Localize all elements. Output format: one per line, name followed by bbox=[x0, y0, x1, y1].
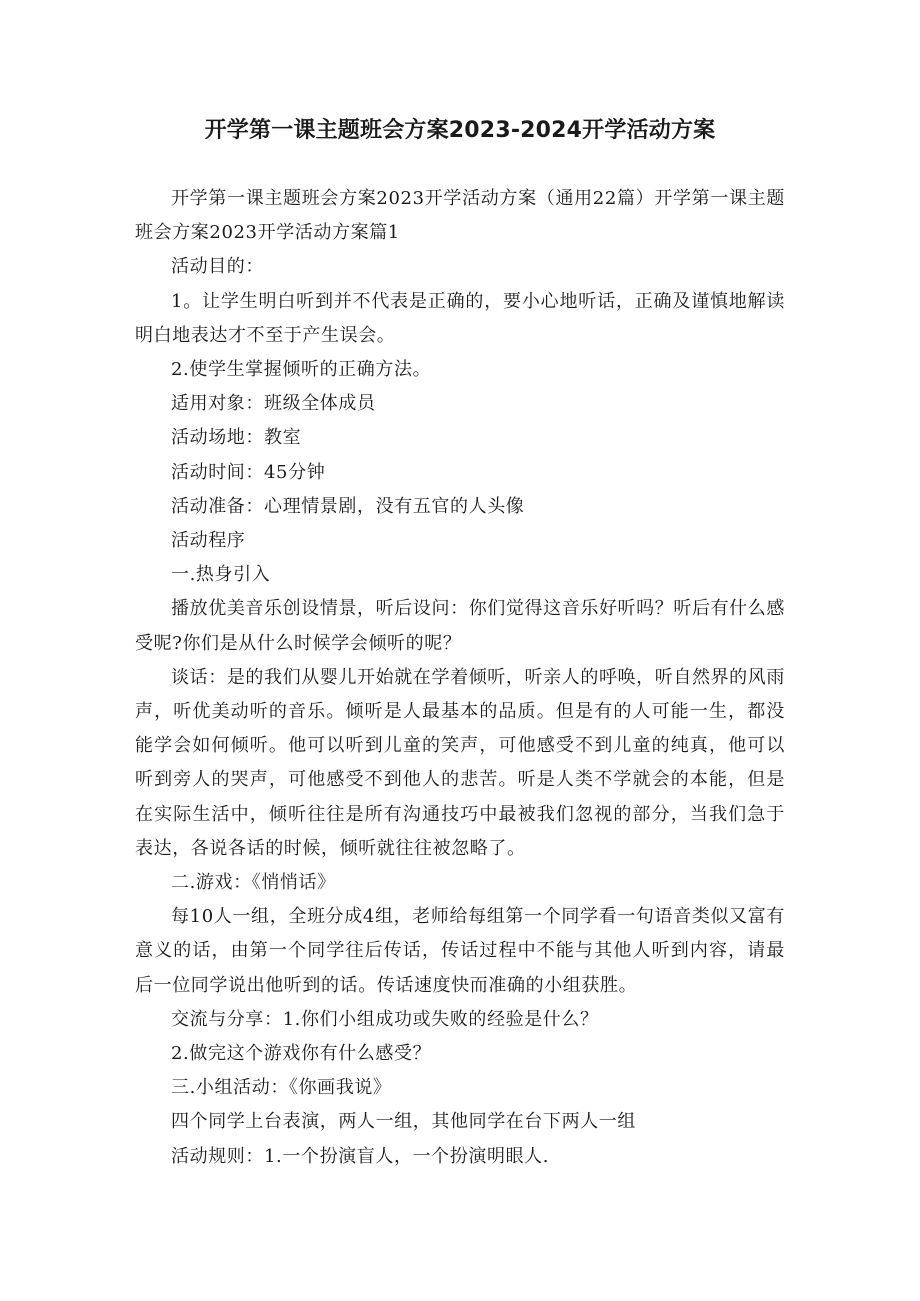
paragraph: 二.游戏：《悄悄话》 bbox=[171, 872, 336, 894]
paragraph: 每10人一组，全班分成4组，老师给每组第一个同学看一句语音类似又富有意义的话，由第一个同学往后传话，传话过程中不能与其他人听到内容，请最后一位同学说出他听到的话。传话速度快而准确的小组获胜。 bbox=[135, 906, 785, 996]
document-title: 开学第一课主题班会方案2023-2024开学活动方案 bbox=[204, 118, 716, 143]
paragraph: 活动场地：教室 bbox=[171, 427, 302, 449]
paragraph: 活动准备：心理情景剧，没有五官的人头像 bbox=[171, 495, 525, 517]
paragraph: 播放优美音乐创设情景，听后设问：你们觉得这音乐好听吗？听后有什么感受呢?你们是从什么时候学会倾听的呢？ bbox=[135, 598, 785, 654]
paragraph: 2.做完这个游戏你有什么感受？ bbox=[171, 1043, 432, 1065]
paragraph: 一.热身引入 bbox=[171, 564, 271, 586]
paragraph: 四个同学上台表演，两人一组，其他同学在台下两人一组 bbox=[171, 1111, 636, 1133]
paragraph: 交流与分享：1.你们小组成功或失败的经验是什么？ bbox=[171, 1008, 599, 1030]
paragraph: 活动时间：45分钟 bbox=[171, 461, 326, 483]
paragraph: 活动程序 bbox=[171, 530, 246, 552]
document-body bbox=[135, 182, 785, 1174]
paragraph: 活动目的： bbox=[171, 256, 264, 278]
paragraph: 适用对象：班级全体成员 bbox=[171, 393, 376, 415]
paragraph: 2.使学生掌握倾听的正确方法。 bbox=[171, 359, 432, 381]
paragraph: 1。让学生明白听到并不代表是正确的，要小心地听话，正确及谨慎地解读明白地表达才不至于产生误会。 bbox=[135, 290, 785, 346]
paragraph: 三.小组活动：《你画我说》 bbox=[171, 1077, 392, 1099]
paragraph: 谈话：是的我们从婴儿开始就在学着倾听，听亲人的呼唤，听自然界的风雨声，听优美动听的音乐。倾听是人最基本的品质。但是有的人可能一生，都没能学会如何倾听。他可以听到儿童的笑声，可他感受不到儿童的纯真，他可以听到旁人的哭声，可他感受不到他人的悲苦。听是人类不学就会的本能，但是在实际生活中，倾听往往是所有沟通技巧中最被我们忽视的部分，当我们急于表达，各说各话的时候，倾听就往往被忽略了。 bbox=[135, 666, 785, 859]
paragraph: 开学第一课主题班会方案2023开学活动方案（通用22篇）开学第一课主题班会方案2023开学活动方案篇1 bbox=[135, 188, 785, 244]
paragraph: 活动规则：1.一个扮演盲人，一个扮演明眼人. bbox=[171, 1145, 550, 1167]
